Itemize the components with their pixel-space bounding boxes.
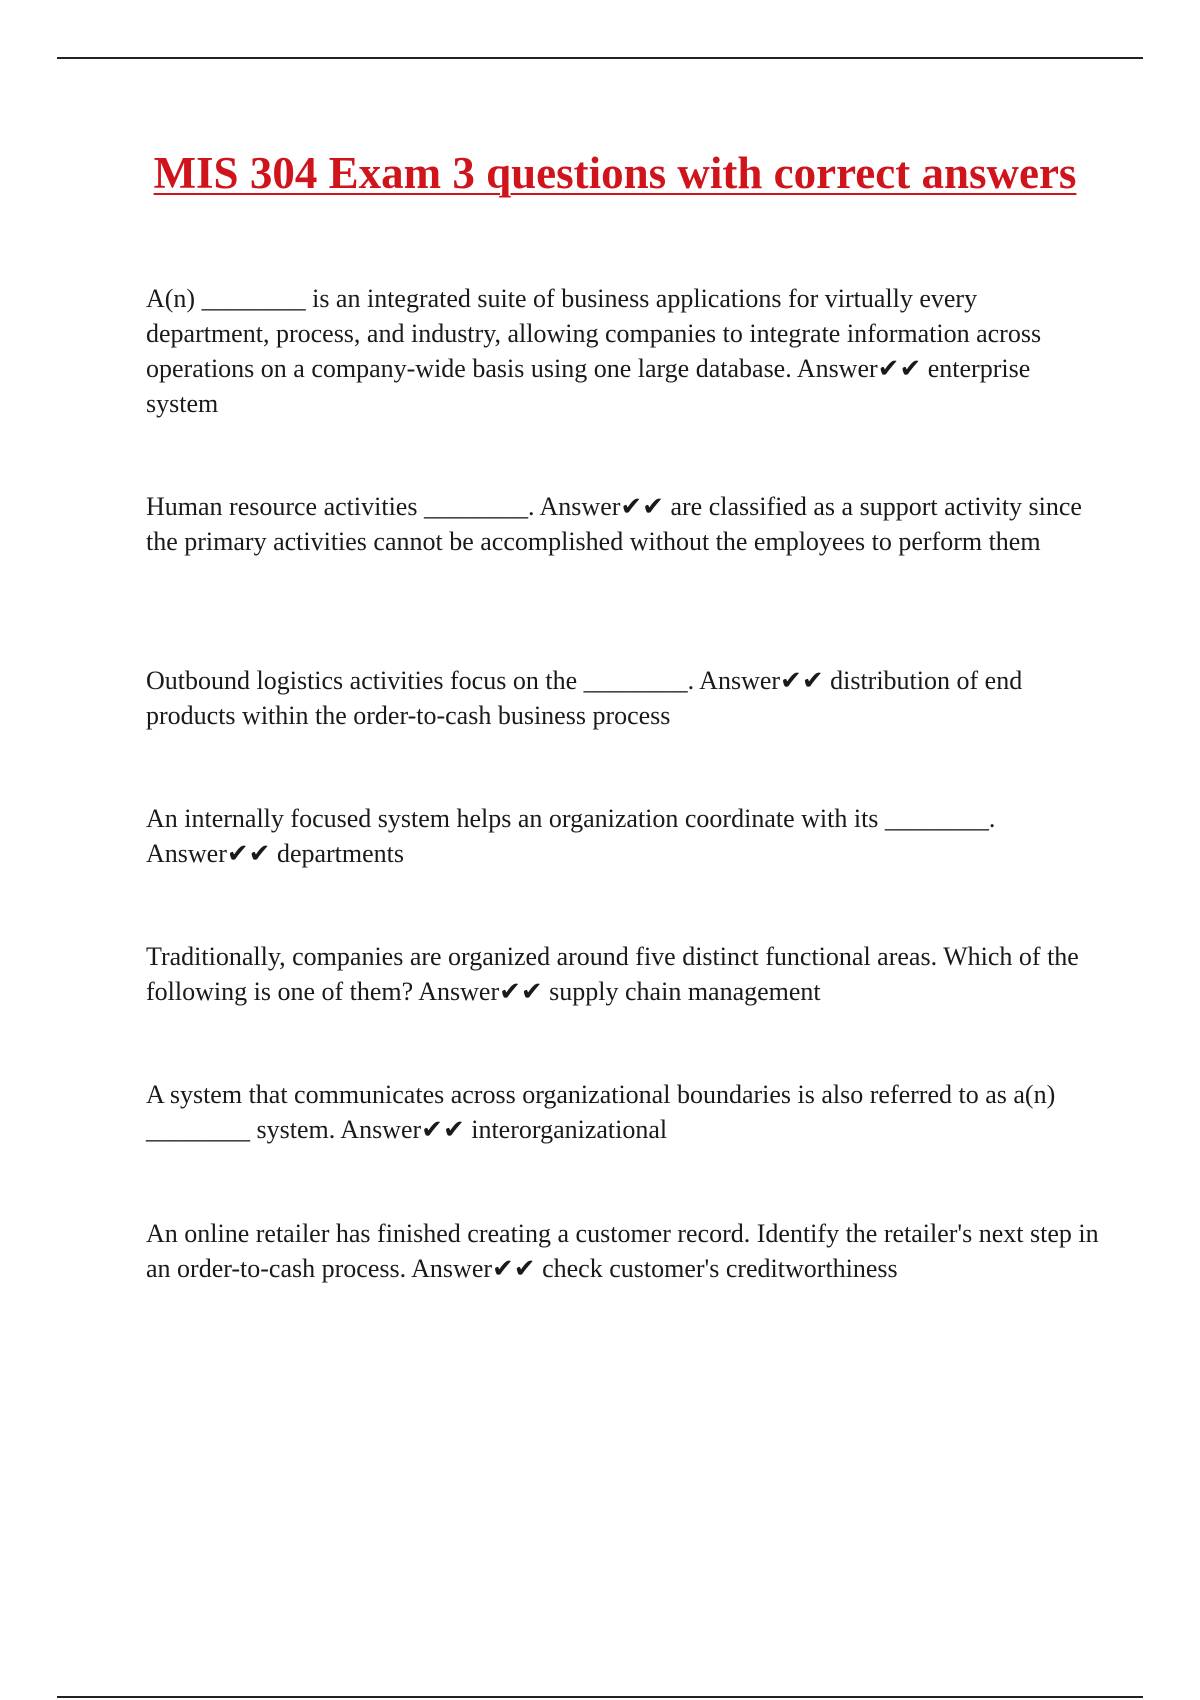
question-answer-3: Outbound logistics activities focus on the ________. Answer✔✔ distribution of end products within the order-to-cash business process xyxy=(146,666,1023,730)
question-answer-4: An internally focused system helps an organization coordinate with its ________. Answer✔✔ departments xyxy=(146,804,996,868)
question-answer-5: Traditionally, companies are organized around five distinct functional areas. Which of the following is one of them? Answer✔✔ supply chain management xyxy=(146,942,1079,1006)
question-answer-2: Human resource activities ________. Answer✔✔ are classified as a support activity since the primary activities cannot be accomplished without the employees to perform them xyxy=(146,492,1082,556)
top-rule xyxy=(57,57,1143,59)
document-title: MIS 304 Exam 3 questions with correct answers xyxy=(153,148,1077,198)
question-answer-6: A system that communicates across organizational boundaries is also referred to as a(n) ________ system. Answer✔✔ interorganizational xyxy=(146,1080,1056,1144)
bottom-rule xyxy=(57,1696,1143,1698)
question-answer-7: An online retailer has finished creating a customer record. Identify the retailer's next step in an order-to-cash process. Answer✔✔ check customer's creditworthiness xyxy=(146,1219,1099,1283)
question-answer-1: A(n) ________ is an integrated suite of business applications for virtually every department, process, and industry, allowing companies to integrate information across operations on a company-wide basis using one large database. Answer✔✔ enterprise system xyxy=(146,284,1042,418)
